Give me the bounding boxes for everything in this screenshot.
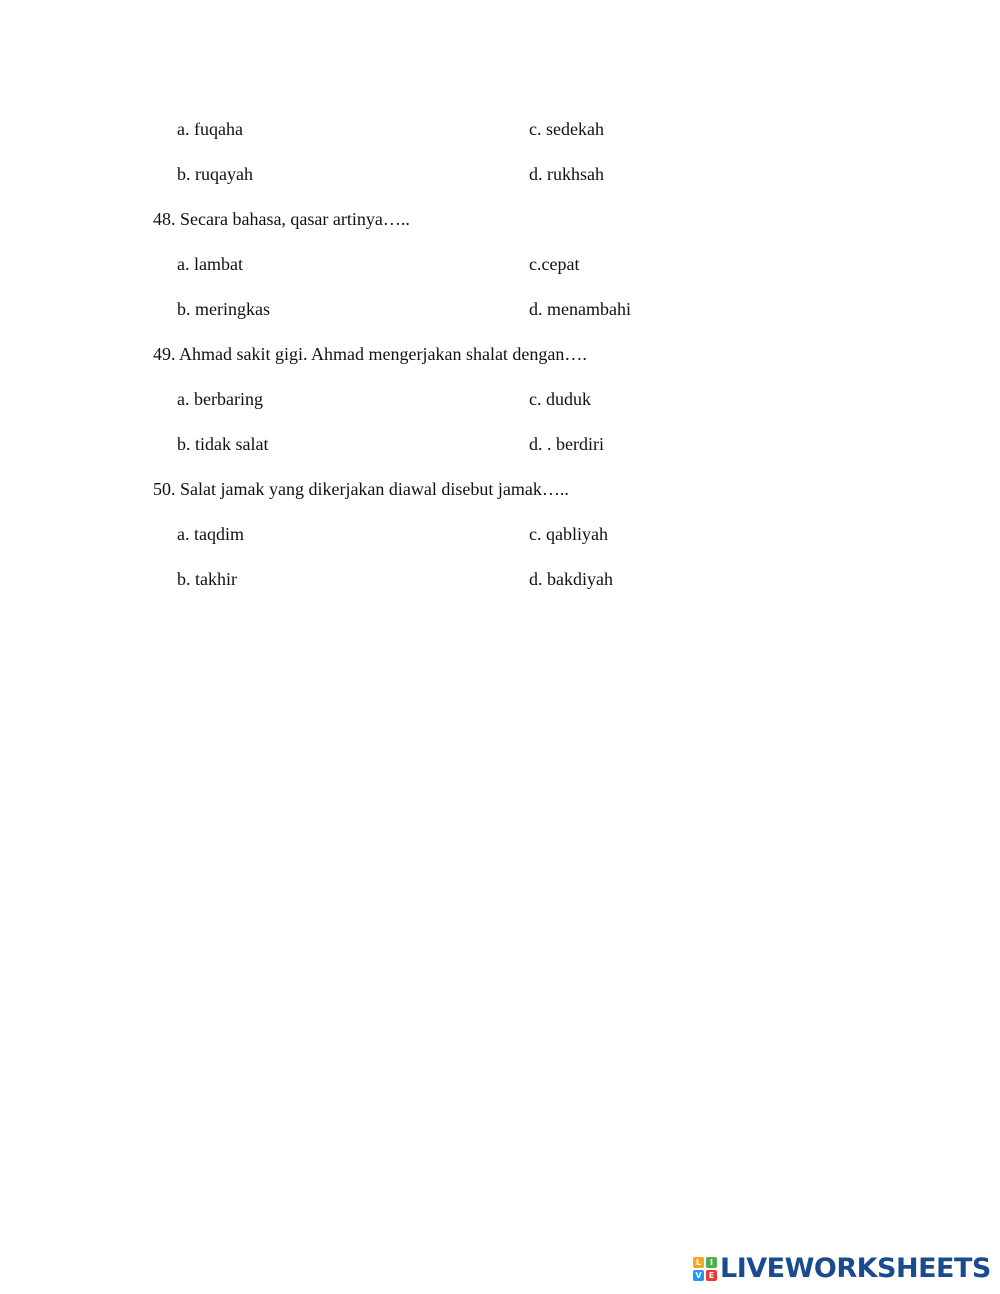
q47-option-d: d. rukhsah xyxy=(529,164,604,184)
q49-option-a: a. berbaring xyxy=(177,389,263,409)
q50-option-b: b. takhir xyxy=(177,569,237,589)
q47-option-b: b. ruqayah xyxy=(177,164,253,184)
badge-letter-l: L xyxy=(693,1257,704,1268)
logo-text: LIVEWORKSHEETS xyxy=(720,1253,991,1284)
q48-question: 48. Secara bahasa, qasar artinya….. xyxy=(153,209,410,229)
q47-option-a: a. fuqaha xyxy=(177,119,243,139)
q48-option-b: b. meringkas xyxy=(177,299,270,319)
badge-letter-e: E xyxy=(706,1270,717,1281)
q50-option-d: d. bakdiyah xyxy=(529,569,613,589)
badge-letter-i: I xyxy=(706,1257,717,1268)
q48-option-a: a. lambat xyxy=(177,254,243,274)
q50-question: 50. Salat jamak yang dikerjakan diawal disebut jamak….. xyxy=(153,479,569,499)
badge-letter-v: V xyxy=(693,1270,704,1281)
q48-option-d: d. menambahi xyxy=(529,299,631,319)
q48-option-c: c.cepat xyxy=(529,254,580,274)
q49-option-c: c. duduk xyxy=(529,389,591,409)
liveworksheets-badge-icon xyxy=(693,1257,717,1281)
q47-option-c: c. sedekah xyxy=(529,119,604,139)
liveworksheets-logo xyxy=(693,1254,991,1284)
q50-option-a: a. taqdim xyxy=(177,524,244,544)
q49-question: 49. Ahmad sakit gigi. Ahmad mengerjakan shalat dengan…. xyxy=(153,344,587,364)
q49-option-d: d. . berdiri xyxy=(529,434,604,454)
q50-option-c: c. qabliyah xyxy=(529,524,608,544)
q49-option-b: b. tidak salat xyxy=(177,434,269,454)
